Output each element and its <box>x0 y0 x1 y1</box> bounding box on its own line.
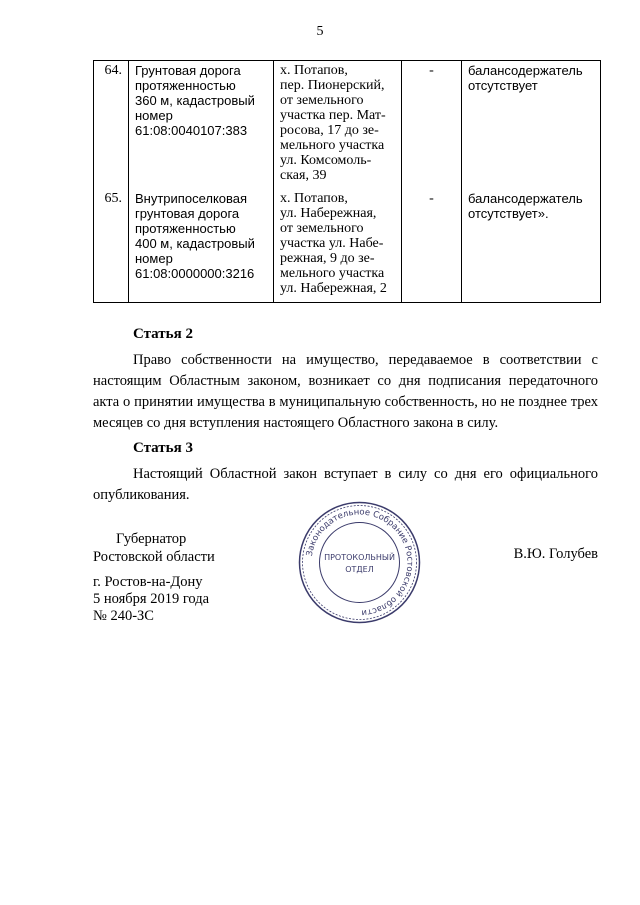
table-row <box>94 189 601 303</box>
object-name <box>129 61 274 190</box>
object-location-line: мельного участка <box>280 266 385 281</box>
object-location-line: пер. Пионерский, <box>280 78 385 93</box>
svg-text:Законодательное Собрание Росто <box>305 507 415 617</box>
object-location-line: участка ул. Набе- <box>280 236 384 251</box>
object-location-line: участка пер. Мат- <box>280 108 386 123</box>
object-location-line: от земельного <box>280 93 364 108</box>
table-row <box>94 61 601 190</box>
row-number: 64. <box>94 61 129 190</box>
balance-holder <box>462 61 601 190</box>
object-name-line: номер <box>135 108 173 123</box>
object-location-line: ская, 39 <box>280 168 327 183</box>
property-table <box>93 60 601 303</box>
object-location-line: росова, 17 до зе- <box>280 123 379 138</box>
signatory-title-line1: Губернатор <box>116 531 187 547</box>
object-area: - <box>402 189 462 303</box>
article-2-text: Право собственности на имущество, передаваемое в соответствии с настоящим Областным законом, возникает со дня подписания передаточного акта о принятии имущества в муниципальную собственность, но не позднее трех месяцев со дня вступления настоящего Областного закона в силу. <box>93 352 598 431</box>
object-name-line: Внутрипоселковая <box>135 191 248 206</box>
object-location-line: ул. Набережная, 2 <box>280 281 387 296</box>
official-seal <box>297 500 422 625</box>
object-name-line: 61:08:0040107:383 <box>135 123 248 138</box>
balance-holder-line: отсутствует <box>468 78 538 93</box>
object-name-line: 360 м, кадастровый <box>135 93 255 108</box>
balance-holder-line: отсутствует». <box>468 206 549 221</box>
meta-city: г. Ростов-на-Дону <box>93 574 203 590</box>
balance-holder <box>462 189 601 303</box>
signatory-name: В.Ю. Голубев <box>513 546 598 562</box>
meta-date: 5 ноября 2019 года <box>93 591 210 607</box>
object-location-line: х. Потапов, <box>280 191 348 206</box>
signatory-title <box>93 530 215 566</box>
object-name-line: Грунтовая дорога <box>135 63 241 78</box>
object-location-line: режная, 9 до зе- <box>280 251 375 266</box>
object-location-line: х. Потапов, <box>280 63 348 78</box>
meta-number: № 240-ЗС <box>93 608 154 624</box>
object-name-line: 61:08:0000000:3216 <box>135 266 255 281</box>
row-number: 65. <box>94 189 129 303</box>
object-name <box>129 189 274 303</box>
object-name-line: номер <box>135 251 173 266</box>
signatory-title-line2: Ростовской области <box>93 549 215 565</box>
object-location-line: мельного участка <box>280 138 385 153</box>
object-location-line: ул. Комсомоль- <box>280 153 372 168</box>
object-name-line: грунтовая дорога <box>135 206 240 221</box>
object-location-line: ул. Набережная, <box>280 206 377 221</box>
article-2-heading: Статья 2 <box>133 326 193 342</box>
object-location-line: от земельного <box>280 221 364 236</box>
seal-center-line2: ОТДЕЛ <box>345 565 374 574</box>
object-name-line: протяженностью <box>135 78 236 93</box>
article-3-heading: Статья 3 <box>133 440 193 456</box>
balance-holder-line: балансодержатель <box>468 63 583 78</box>
object-location <box>274 61 402 190</box>
article-3-text: Настоящий Областной закон вступает в силу со дня его официального опубликования. <box>93 466 598 503</box>
balance-holder-line: балансодержатель <box>468 191 583 206</box>
object-name-line: 400 м, кадастровый <box>135 236 255 251</box>
page-number: 5 <box>316 24 324 39</box>
object-location <box>274 189 402 303</box>
object-name-line: протяженностью <box>135 221 236 236</box>
object-area: - <box>402 61 462 190</box>
seal-center-line1: ПРОТОКОЛЬНЫЙ <box>324 553 395 562</box>
document-meta <box>93 574 209 625</box>
seal-ring-text: Законодательное Собрание Ростовской области <box>304 507 415 618</box>
